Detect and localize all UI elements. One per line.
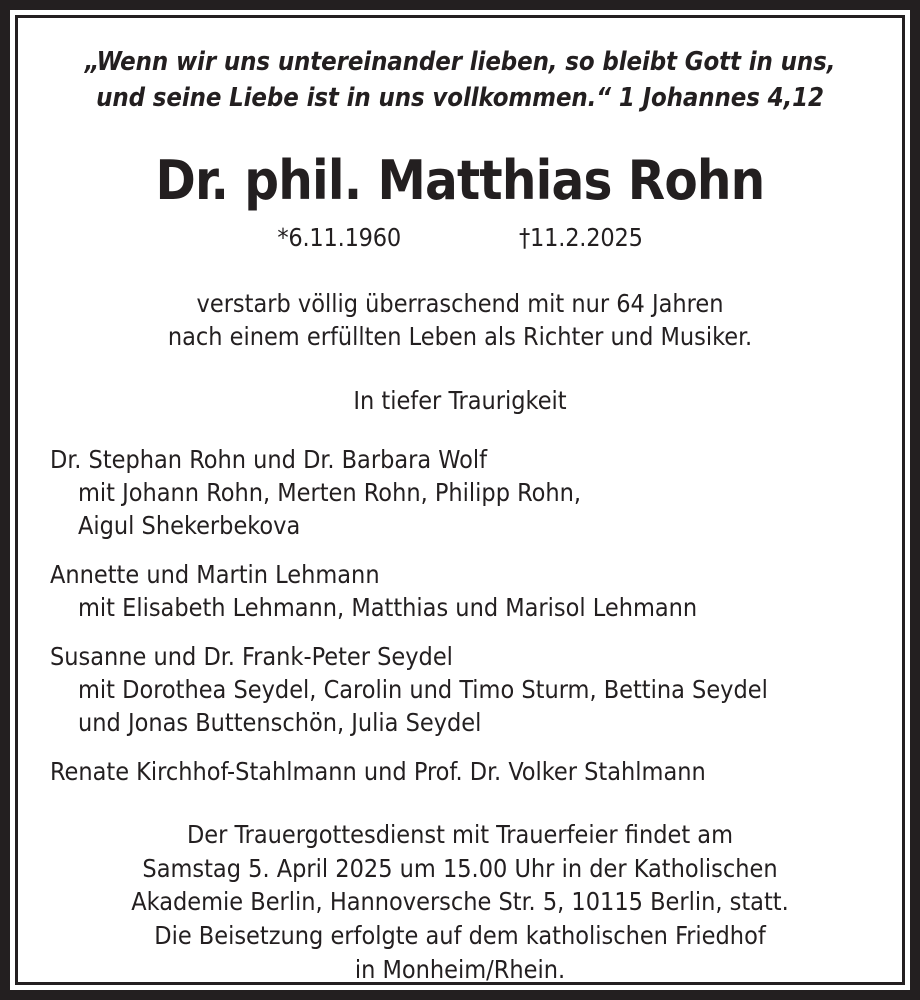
- quote-line-1: „Wenn wir uns untereinander lieben, so bleibt Gott in uns,: [84, 47, 836, 77]
- service-line-2: Samstag 5. April 2025 um 15.00 Uhr in der Katholischen: [142, 853, 778, 883]
- summary-line-1: verstarb völlig überraschend mit nur 64 Jahren: [196, 288, 724, 318]
- quote-line-2: und seine Liebe ist in uns vollkommen.“ 1 Johannes 4,12: [96, 83, 824, 114]
- summary-line-2: nach einem erfüllten Leben als Richter und Musiker.: [167, 322, 753, 352]
- family-group-sub: und Jonas Buttenschön, Julia Seydel: [78, 708, 482, 738]
- family-group-head: Dr. Stephan Rohn und Dr. Barbara Wolf: [50, 445, 487, 475]
- family-group-sub: mit Dorothea Seydel, Carolin und Timo Sturm, Bettina Seydel: [78, 675, 768, 705]
- family-group-sub: mit Johann Rohn, Merten Rohn, Philipp Rohn,: [78, 478, 582, 508]
- family-group: [50, 640, 870, 739]
- family-group-sub: mit Elisabeth Lehmann, Matthias und Marisol Lehmann: [78, 593, 698, 623]
- family-list: [50, 443, 870, 788]
- service-line-3: Akademie Berlin, Hannoversche Str. 5, 10115 Berlin, statt.: [131, 887, 789, 917]
- birth-date: *6.11.1960: [277, 222, 401, 252]
- notice-content: [18, 18, 902, 982]
- death-date: †11.2.2025: [519, 222, 643, 252]
- family-group-sub: Aigul Shekerbekova: [78, 511, 301, 541]
- service-details: [50, 818, 870, 986]
- family-group-head: Renate Kirchhof-Stahlmann und Prof. Dr. Volker Stahlmann: [50, 757, 706, 787]
- summary-text: [50, 287, 870, 354]
- family-group: [50, 755, 870, 788]
- family-group-head: Susanne und Dr. Frank-Peter Seydel: [50, 642, 453, 672]
- scripture-quote: [50, 44, 870, 116]
- mourning-line: In tiefer Traurigkeit: [353, 385, 567, 415]
- service-line-1: Der Trauergottesdienst mit Trauerfeier findet am: [186, 820, 734, 850]
- frame-inner-rule: [15, 15, 905, 985]
- service-line-4: Die Beisetzung erfolgte auf dem katholischen Friedhof: [154, 921, 766, 951]
- family-group: [50, 558, 870, 624]
- life-dates: [50, 223, 870, 253]
- family-group-head: Annette und Martin Lehmann: [50, 560, 380, 590]
- frame-outer-gap: [10, 10, 910, 990]
- family-group: [50, 443, 870, 542]
- deceased-name: Dr. phil. Matthias Rohn: [155, 149, 765, 213]
- service-line-5: in Monheim/Rhein.: [354, 954, 566, 984]
